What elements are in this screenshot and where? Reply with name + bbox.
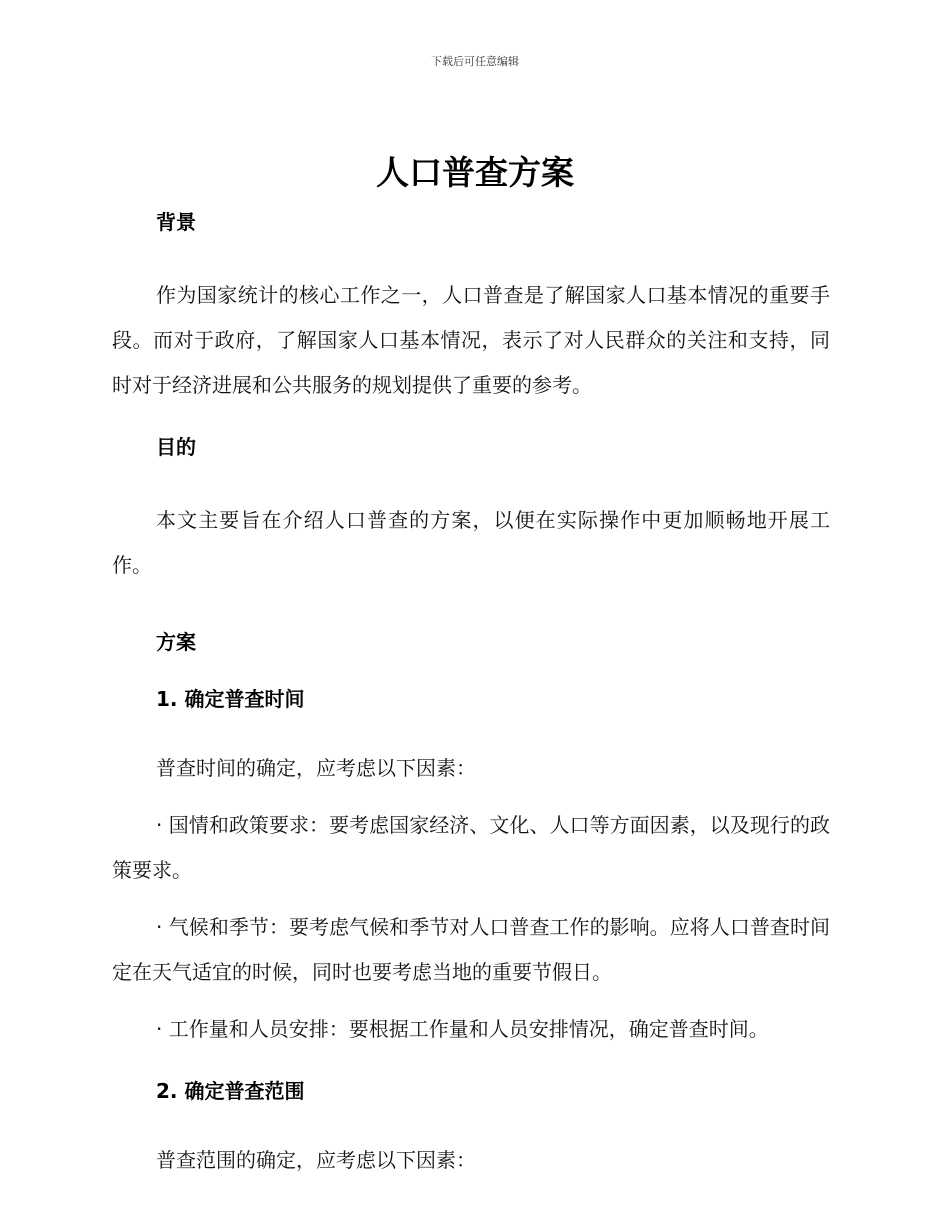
subsection-heading-time: 1. 确定普查时间 xyxy=(156,687,305,711)
subsection-heading-scope: 2. 确定普查范围 xyxy=(156,1079,305,1103)
document-body xyxy=(112,205,830,1183)
paragraph-time-intro: 普查时间的确定，应考虑以下因素： xyxy=(156,756,476,780)
document-title: 人口普查方案 xyxy=(376,153,574,192)
section-heading-purpose: 目的 xyxy=(156,435,196,459)
paragraph-background: 作为国家统计的核心工作之一，人口普查是了解国家人口基本情况的重要手段。而对于政府，了解国家人口基本情况，表示了对人民群众的关注和支持，同时对于经济进展和公共服务的规划提供了重要的参考。 xyxy=(112,283,830,397)
list-item-climate: · 气候和季节：要考虑气候和季节对人口普查工作的影响。应将人口普查时间定在天气适宜的时候，同时也要考虑当地的重要节假日。 xyxy=(112,915,830,984)
list-item-workload: · 工作量和人员安排：要根据工作量和人员安排情况，确定普查时间。 xyxy=(156,1017,769,1041)
page-header-note: 下载后可任意编辑 xyxy=(431,55,519,68)
list-item-policy: · 国情和政策要求：要考虑国家经济、文化、人口等方面因素，以及现行的政策要求。 xyxy=(112,813,830,882)
section-heading-plan: 方案 xyxy=(156,630,196,654)
section-heading-background: 背景 xyxy=(156,210,196,234)
paragraph-scope-intro: 普查范围的确定，应考虑以下因素： xyxy=(156,1148,476,1172)
paragraph-purpose: 本文主要旨在介绍人口普查的方案，以便在实际操作中更加顺畅地开展工作。 xyxy=(112,508,830,577)
